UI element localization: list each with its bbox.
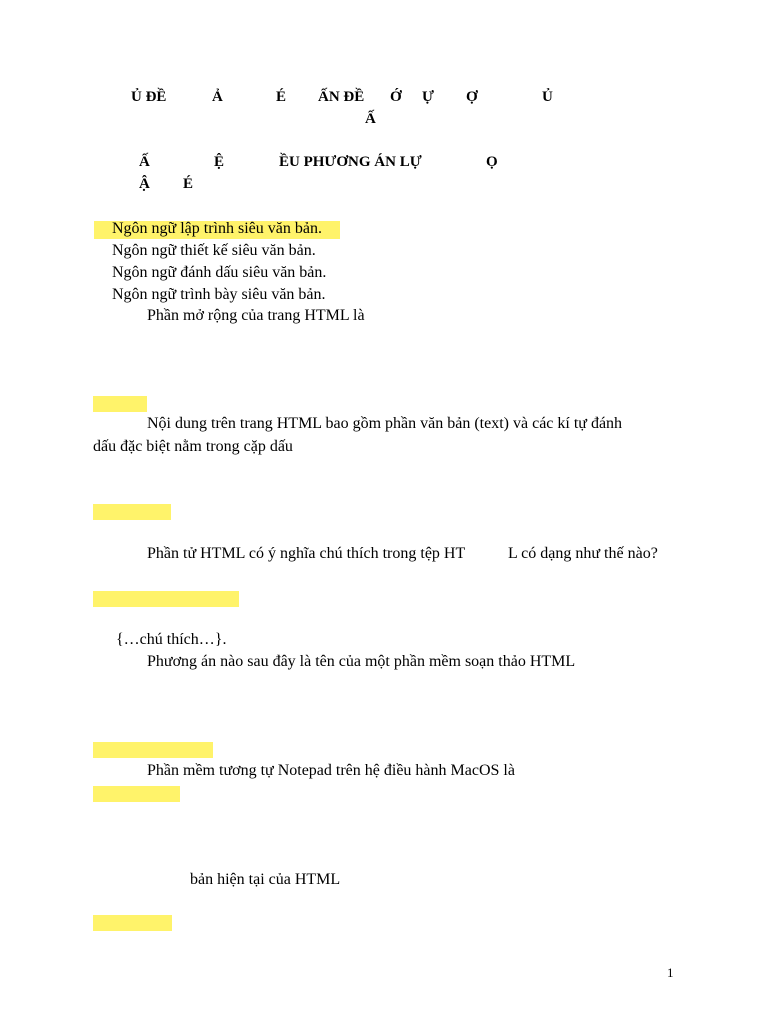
title-frag-9: Ấ [365, 111, 376, 127]
answer-highlight [93, 504, 171, 520]
title-frag-5: Ớ [390, 89, 402, 105]
title-frag-8: Ủ [542, 89, 553, 105]
subtitle-frag-5: Ậ [139, 176, 150, 192]
q2-text: Phần mở rộng của trang HTML là [147, 307, 365, 324]
title-frag-2: Ả [212, 89, 223, 105]
q7-text: bản hiện tại của HTML [190, 871, 341, 888]
answer-highlight [93, 742, 213, 758]
subtitle-frag-4: Ọ [486, 154, 498, 170]
subtitle-frag-1: Ấ [139, 154, 150, 170]
subtitle-frag-6: É [183, 176, 194, 192]
answer-highlight [93, 396, 147, 412]
title-frag-4: ẤN ĐỀ [318, 89, 365, 105]
q6-text: Phần mềm tương tự Notepad trên hệ điều hành MacOS là [147, 762, 515, 779]
subtitle-frag-2: Ệ [214, 154, 225, 170]
q5-text: Phương án nào sau đây là tên của một phần mềm soạn thảo HTML [147, 653, 576, 670]
answer-highlight [93, 591, 239, 607]
title-frag-6: Ự [422, 89, 434, 105]
answer-highlight [93, 915, 172, 931]
q5-option: {…chú thích…}. [116, 631, 227, 648]
q3-text-line1: Nội dung trên trang HTML bao gồm phần văn bản (text) và các kí tự đánh [147, 415, 623, 432]
q4-text-part1: Phần tử HTML có ý nghĩa chú thích trong tệp HT [147, 545, 466, 562]
answer-highlight [93, 786, 180, 802]
q1-option-2: Ngôn ngữ thiết kế siêu văn bản. [112, 242, 316, 259]
title-frag-1: Ủ ĐỀ [131, 89, 167, 105]
q4-text-part2: L có dạng như thế nào? [508, 545, 658, 562]
title-frag-7: Ợ [466, 89, 478, 105]
q1-option-1: Ngôn ngữ lập trình siêu văn bản. [112, 220, 322, 237]
title-frag-3: É [276, 89, 287, 105]
subtitle-frag-3: ỀU PHƯƠNG ÁN LỰ [279, 154, 422, 170]
q1-option-4: Ngôn ngữ trình bày siêu văn bản. [112, 286, 326, 303]
q1-option-3: Ngôn ngữ đánh dấu siêu văn bản. [112, 264, 327, 281]
q3-text-line2: dấu đặc biệt nằm trong cặp dấu [93, 438, 293, 455]
page-number: 1 [667, 965, 674, 980]
